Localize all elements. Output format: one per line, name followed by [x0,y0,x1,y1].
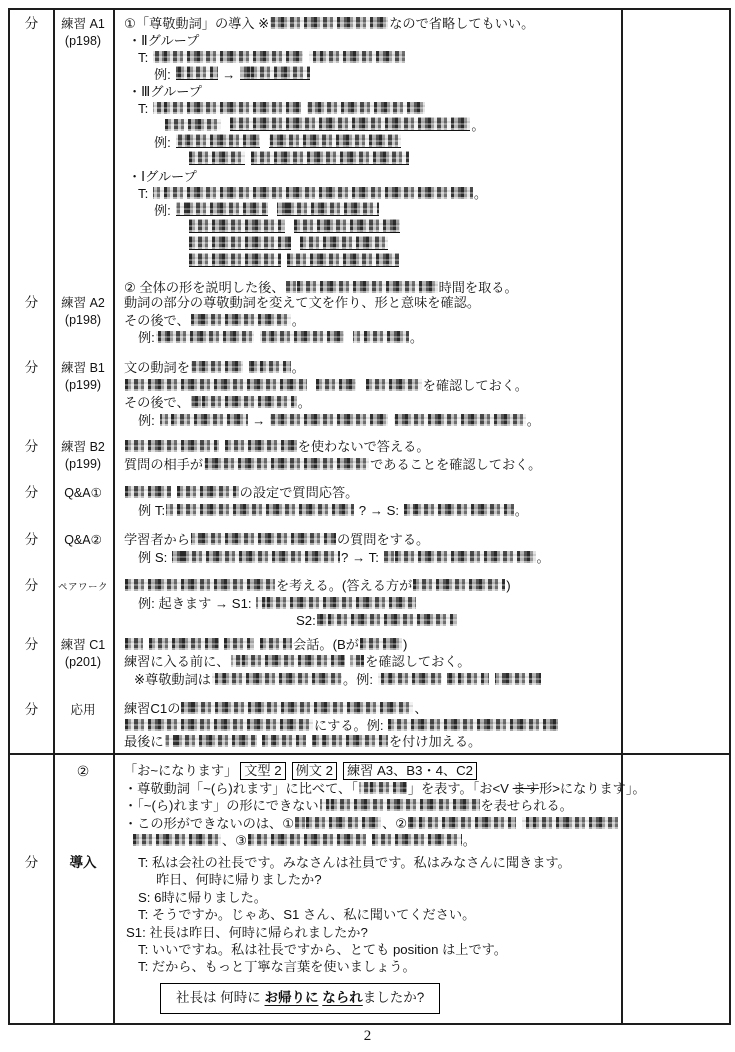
text-run: 例: [154,67,175,82]
redacted-text [404,504,514,516]
text-run: 、③ [222,833,248,848]
redacted-text [230,117,470,131]
redacted-text [287,253,399,267]
redacted-text [277,202,379,216]
redacted-text [191,361,243,373]
text-run: であることを確認しておく。 [370,456,542,472]
text-run [389,413,393,428]
redacted-text [212,673,342,685]
redacted-text [249,361,291,373]
text-run: ・Ⅰグループ [128,169,197,184]
text-run: T: だから、もっと丁寧な言葉を使いましょう。 [138,959,416,975]
content-line [124,924,621,941]
content-cell [113,438,621,473]
activity-label [53,438,113,472]
content-line [124,797,646,815]
activity-label [53,701,113,719]
text-run: 。 [291,312,305,328]
content-line [124,15,621,32]
content-line [124,117,621,134]
section-qa-2 [10,531,729,566]
boxed-reference-label: 練習 A3、B3・4、C2 [343,762,477,780]
text-run: T: [138,50,152,65]
text-run: ・「~(ら)れます」の形にできない [124,798,319,813]
text-run: S2: [296,613,316,628]
content-line [124,32,621,49]
text-run: 会話。(Bが [293,637,359,652]
redacted-text [125,579,275,591]
text-run [269,203,276,218]
text-run: → [248,412,270,428]
text-run: の設定で質問応答。 [239,485,359,500]
content-cell [113,294,621,347]
text-run: ましたか? [362,989,425,1005]
boxed-reference-label: 例文 2 [292,762,337,780]
redacted-text [378,673,442,685]
text-run [258,734,262,749]
redacted-text [224,638,254,650]
redacted-text [384,551,536,563]
text-run [307,734,311,749]
section-section-2-header [10,762,729,850]
activity-label-line: (p198) [64,312,102,327]
text-run: を考える。(答える方が [276,578,413,593]
redacted-text [149,638,219,650]
time-cell: 分 [24,360,39,375]
text-run: T: [138,186,152,201]
text-run [246,152,250,167]
content-line [124,701,621,718]
text-run [144,637,148,652]
section-renshu-b1 [10,359,729,429]
redacted-text [165,119,221,131]
text-run: を使わないで答える。 [297,439,430,454]
content-line [124,595,621,613]
text-run: → [218,67,240,82]
activity-label-line: Q&A① [64,486,102,500]
redacted-text [522,817,618,829]
content-line [124,83,621,100]
text-run: 質問の相手が [124,456,204,472]
content-line [124,202,621,219]
content-line [124,531,621,549]
text-run [244,360,248,375]
text-run: なので省略してもいい。 [389,16,535,31]
redacted-text [388,719,558,731]
redacted-text [256,597,416,609]
time-cell: 分 [24,702,39,717]
lesson-plan-table [8,8,731,1025]
redacted-text [191,314,291,326]
text-run: ② 全体の形を説明した後、 [124,280,285,295]
redacted-text [360,638,402,650]
redacted-text [177,486,239,498]
content-line [124,100,621,117]
text-run: T: [138,101,152,116]
text-run: 。 [473,186,488,201]
text-run [346,654,350,669]
activity-label [53,762,113,780]
redacted-text [133,834,221,846]
text-run: を確認しておく。 [365,654,471,670]
activity-label [53,15,113,49]
text-run [292,237,299,252]
text-run: 文の動詞を [124,360,190,375]
redacted-text [316,379,356,391]
content-line [124,151,621,168]
content-line [124,871,621,888]
content-cell [113,15,621,296]
redacted-text [176,202,268,216]
redacted-text [189,151,245,165]
redacted-text [269,134,401,148]
activity-label-line: 練習 B1 [61,361,105,375]
content-line [124,329,621,347]
content-line [124,983,621,1014]
activity-label [53,577,113,597]
redacted-text [125,719,313,731]
text-run: ・この形ができないのは、① [124,815,295,831]
text-run: ・Ⅲグループ [128,84,202,99]
text-run: 形>になります」。 [539,780,646,796]
text-run: 、 [414,701,428,716]
text-run: ①「尊敬動詞」の導入 ※ [124,16,270,31]
redacted-text [125,379,307,391]
text-run: ※尊敬動詞は [134,671,211,687]
text-run: ・尊敬動詞「~(ら)れます」に比べて、「 [124,780,358,796]
redacted-text [231,655,345,667]
redacted-text [413,579,505,591]
activity-label-line: 練習 A2 [61,296,105,310]
text-run [222,118,229,133]
text-run: ・Ⅱグループ [128,33,200,48]
text-run: その後で、 [124,312,190,328]
time-cell: 分 [24,485,39,500]
content-cell [113,636,621,688]
redacted-text [260,331,344,343]
redacted-text [181,702,413,714]
redacted-text [270,414,388,426]
text-run: 例 T: [138,502,166,518]
redacted-text [189,219,285,233]
text-run: 。 [471,118,485,133]
redacted-text [350,655,364,667]
redacted-text [125,638,143,650]
text-run: 。 [514,502,528,518]
text-run [517,816,521,831]
text-run: 例: [138,330,155,345]
content-line [124,312,621,330]
section-separator-line [10,753,729,755]
content-line [124,377,621,395]
text-run: 学習者から [124,532,190,547]
redacted-text [165,735,257,747]
redacted-text [262,735,306,747]
text-run: を付け加える。 [388,734,482,749]
activity-label [53,636,113,670]
redacted-text [153,102,301,114]
time-cell: 分 [24,532,39,547]
redacted-text [176,134,260,148]
content-line [124,780,646,798]
text-run: その後で、 [124,395,190,410]
content-line [124,236,621,253]
text-run: 。 [291,360,305,375]
content-cell [113,577,621,630]
content-line [124,906,621,923]
content-cell [113,762,646,850]
redacted-text [172,551,340,563]
content-line [124,219,621,236]
text-run: 社長は 何時に [176,989,265,1005]
redacted-text [189,236,291,250]
redacted-text [248,834,366,846]
activity-label-line: 練習 B2 [61,440,105,454]
text-run: 昨日、何時に帰りましたか? [156,872,322,888]
redacted-text [359,782,407,794]
content-line [124,577,621,595]
time-cell: 分 [24,295,39,310]
content-line [124,438,621,456]
text-run: 、② [382,815,408,831]
redacted-text [495,673,541,685]
text-run [304,50,308,65]
redacted-text [372,834,462,846]
text-run [308,378,315,393]
activity-label [53,484,113,502]
content-cell [113,701,621,751]
text-run: 「お~になります」 [124,763,238,778]
content-line [124,66,621,83]
text-run [282,254,286,269]
activity-label-line: ペアワーク [57,582,108,593]
text-run [490,672,494,687]
activity-label [53,359,113,393]
text-run: 例: [138,412,159,428]
text-run: 例: [154,135,175,150]
redacted-text [225,440,297,452]
activity-label-line: (p201) [64,654,102,669]
redacted-text [153,51,303,63]
text-run: T: 私は会社の社長です。みなさんは社員です。私はみなさんに聞きます。 [138,855,571,870]
redacted-text [317,614,457,626]
redacted-text [240,66,310,80]
text-run: の質問をする。 [336,532,430,547]
content-line [124,168,621,185]
content-cell [113,531,621,566]
content-line [124,253,621,270]
text-run [357,378,364,393]
activity-label-line: Q&A② [64,533,102,547]
redacted-text [447,673,489,685]
content-line [124,394,621,412]
activity-label-line: 練習 A1 [61,17,105,31]
redacted-text [153,187,473,199]
text-run: 。 [297,395,311,410]
redacted-text [270,17,388,29]
activity-label [53,531,113,549]
content-line [124,294,621,312]
text-run [261,135,268,150]
content-line [124,854,621,871]
text-run: 例 S: [138,549,171,565]
text-run: にする。例: [314,717,388,733]
text-run: 例: 起きます → S1: [138,595,256,611]
activity-label [53,294,113,328]
text-run: 。 [526,412,540,428]
content-line [124,502,621,520]
activity-label-line: 導入 [69,855,97,870]
redacted-text [191,533,336,545]
content-cell [113,854,621,1014]
redacted-text [300,236,388,250]
content-line [124,815,646,833]
content-line [124,734,621,751]
text-run [367,833,371,848]
section-renshu-a1 [10,15,729,296]
text-run [345,330,352,345]
content-line [124,671,621,688]
time-cell: 分 [24,637,39,652]
text-run: を表せられる。 [480,798,573,813]
text-run [172,485,176,500]
content-line [124,832,646,850]
text-run: ? → S: [355,502,403,518]
redacted-text [160,414,248,426]
text-run: S1: 社長は昨日、何時に帰られましたか? [126,924,368,940]
text-run: 。 [462,833,476,848]
section-renshu-c1 [10,636,729,688]
redacted-text [125,440,219,452]
redacted-text [312,735,388,747]
redacted-text [156,331,254,343]
activity-label-line: ② [76,763,90,779]
content-line [124,484,621,502]
text-run: T: いいですね。私は社長ですから、とても position は上です。 [138,942,507,958]
text-run: 練習C1の [124,701,181,716]
text-run: 。 [409,330,424,345]
redacted-text [408,817,516,829]
text-run [220,637,224,652]
redacted-text [307,102,425,114]
text-run [255,637,259,652]
redacted-text [260,638,292,650]
redacted-text [166,504,354,516]
text-run [255,330,259,345]
content-line [124,612,621,630]
activity-label-line: 応用 [70,703,96,717]
key-sentence-box [160,983,440,1014]
text-run: S: 6時に帰りました。 [138,889,267,905]
content-line [124,412,621,430]
text-run [443,672,447,687]
content-line [124,636,621,653]
redacted-text [191,396,297,408]
activity-label-line: (p199) [64,456,102,471]
content-line [124,134,621,151]
text-run: T: そうですか。じゃあ、S1 さん、私に聞いてください。 [138,907,476,923]
content-cell [113,359,621,429]
text-run [302,101,306,116]
redacted-text [251,151,409,165]
section-renshu-a2 [10,294,729,347]
redacted-text [366,379,422,391]
time-cell: 分 [24,855,39,870]
redacted-text [295,817,381,829]
redacted-text [294,219,400,233]
activity-label-line: (p198) [64,33,102,48]
redacted-text [353,331,409,343]
redacted-text [204,458,369,470]
content-line [124,49,621,66]
content-line [124,889,621,906]
content-cell [113,484,621,519]
activity-label-line: (p199) [64,377,102,392]
content-line [124,549,621,567]
text-run: 動詞の部分の尊敬動詞を変えて文を作り、形と意味を確認。 [124,295,481,310]
emphasized-text: なられ [322,989,363,1005]
time-cell: 分 [24,16,39,31]
text-run: 。例: [343,671,377,687]
text-run: 」を表す。「お<V [407,780,513,796]
text-run: 。 [536,549,550,565]
activity-label-line: 練習 C1 [60,638,106,652]
content-line [124,718,621,735]
time-cell: 分 [24,578,39,593]
text-run: 最後に [124,734,164,749]
text-run: 時間を取る。 [438,280,518,295]
text-run: を確認しておく。 [422,377,528,393]
text-run: ? → T: [340,549,383,565]
content-line [124,653,621,670]
redacted-text [309,51,405,63]
activity-label [53,854,113,872]
page-number: 2 [363,1028,372,1044]
text-run [286,220,293,235]
redacted-text [286,281,438,293]
redacted-text [176,66,218,80]
text-run: ) [402,637,408,652]
section-dounyuu [10,854,729,1014]
text-run: 練習に入る前に、 [124,654,230,670]
time-cell: 分 [24,439,39,454]
section-renshu-b2 [10,438,729,473]
text-run: ) [506,578,511,593]
text-run: 例: [154,203,175,218]
redacted-text [125,486,171,498]
redacted-text [189,253,281,267]
content-line [124,456,621,474]
redacted-text [320,799,480,811]
emphasized-text: お帰りに [264,989,319,1005]
redacted-text [394,414,526,426]
boxed-reference-label: 文型 2 [240,762,285,780]
struck-text: ます [512,780,540,796]
text-run [220,439,224,454]
content-line [124,359,621,377]
content-line [124,941,621,958]
section-ouyou [10,701,729,751]
content-line [124,185,621,202]
section-pair-work [10,577,729,630]
content-line [124,958,621,975]
content-line [124,762,646,780]
section-qa-1 [10,484,729,519]
